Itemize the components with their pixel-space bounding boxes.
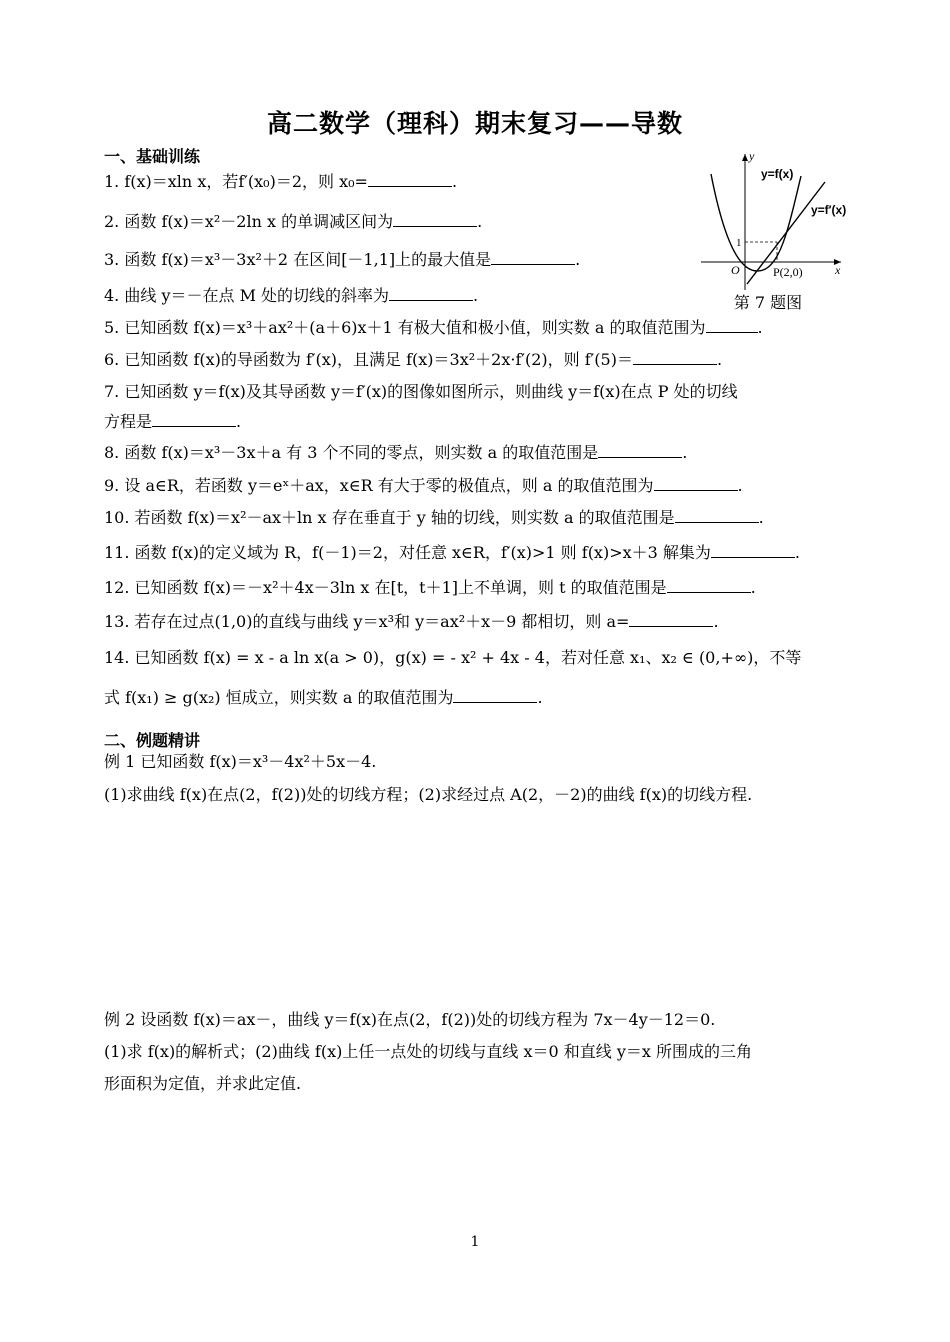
figure-caption: 第 7 题图: [712, 290, 824, 313]
problem-14-line-2: 式 f(x₁) ≥ g(x₂) 恒成立，则实数 a 的取值范围为 .: [104, 688, 543, 707]
section-worked-examples: 二、例题精讲: [104, 731, 201, 750]
curve-f-label: y=f(x): [761, 167, 794, 181]
problem-8: 8. 函数 f(x)＝x³－3x＋a 有 3 个不同的零点，则实数 a 的取值范围是 .: [104, 443, 688, 462]
example-1-questions: (1)求曲线 f(x)在点(2，f(2))处的切线方程；(2)求经过点 A(2，－2)的曲线 f(x)的切线方程.: [104, 785, 753, 804]
origin-label: O: [731, 263, 740, 277]
example-2-questions-line-1: (1)求 f(x)的解析式；(2)曲线 f(x)上任一点处的切线与直线 x＝0 和直线 y＝x 所围成的三角: [104, 1042, 752, 1061]
problem-13: 13. 若存在过点(1,0)的直线与曲线 y＝x³和 y＝ax²＋x－9 都相切，则 a= .: [104, 612, 719, 631]
problem-12: 12. 已知函数 f(x)＝－x²＋4x－3ln x 在[t，t＋1]上不单调，则 t 的取值范围是 .: [104, 578, 756, 597]
answer-blank: [368, 172, 452, 187]
example-1-statement: 例 1 已知函数 f(x)＝x³－4x²＋5x－4.: [104, 752, 377, 771]
problem-7-line-1: 7. 已知函数 y＝f(x)及其导函数 y＝f′(x)的图像如图所示，则曲线 y＝f(x)在点 P 处的切线: [104, 382, 738, 401]
line-f-prime-label: y=f′(x): [811, 203, 847, 217]
problem-1: 1. f(x)＝xln x，若f′(x₀)＝2，则 x₀= .: [104, 172, 458, 191]
problem-10: 10. 若函数 f(x)＝x²－ax＋ln x 存在垂直于 y 轴的切线，则实数 a 的取值范围是 .: [104, 508, 764, 527]
answer-blank: [152, 412, 236, 427]
answer-blank: [389, 286, 473, 301]
y-axis-label: y: [749, 149, 755, 163]
y-axis-arrow: [742, 154, 748, 161]
answer-blank: [598, 443, 682, 458]
curve-f: [711, 174, 801, 271]
x-axis-label: x: [835, 263, 841, 277]
answer-blank: [675, 508, 759, 523]
problem-2: 2. 函数 f(x)＝x²－2ln x 的单调减区间为 .: [104, 212, 483, 231]
answer-blank: [706, 318, 758, 333]
problem-3: 3. 函数 f(x)＝x³－3x²＋2 在区间[－1,1]上的最大值是 .: [104, 250, 581, 269]
answer-blank: [629, 612, 713, 627]
answer-blank: [654, 476, 738, 491]
problem-7-line-2: 方程是 .: [104, 412, 242, 431]
answer-blank: [711, 543, 795, 558]
problem-9: 9. 设 a∈R，若函数 y＝eˣ＋ax，x∈R 有大于零的极值点，则 a 的取值范围为 .: [104, 476, 743, 495]
problem-4: 4. 曲线 y＝－在点 M 处的切线的斜率为 .: [104, 286, 479, 305]
example-2-statement: 例 2 设函数 f(x)＝ax－，曲线 y＝f(x)在点(2，f(2))处的切线方程为 7x－4y－12＝0.: [104, 1010, 716, 1029]
problem-6: 6. 已知函数 f(x)的导函数为 f′(x)，且满足 f(x)＝3x²＋2x·f′(2)，则 f′(5)＝ .: [104, 350, 723, 369]
answer-blank: [633, 350, 717, 365]
problem-5: 5. 已知函数 f(x)＝x³＋ax²＋(a＋6)x＋1 有极大值和极小值，则实数 a 的取值范围为 .: [104, 318, 763, 337]
page-title: 高二数学（理科）期末复习——导数: [266, 109, 683, 138]
section-basic-training: 一、基础训练: [104, 147, 201, 166]
problem-11: 11. 函数 f(x)的定义域为 R，f(－1)＝2，对任意 x∈R，f′(x)>1 则 f(x)>x＋3 解集为 .: [104, 543, 800, 562]
answer-blank: [393, 212, 477, 227]
page-number: 1: [470, 1234, 480, 1250]
point-p-label: P(2,0): [773, 265, 803, 279]
answer-blank: [667, 578, 751, 593]
answer-blank: [491, 250, 575, 265]
tick-label-one: 1: [736, 237, 742, 249]
example-2-questions-line-2: 形面积为定值，并求此定值.: [104, 1074, 302, 1093]
answer-blank: [453, 688, 537, 703]
problem-14-line-1: 14. 已知函数 f(x) = x - a ln x(a > 0)，g(x) = - x² + 4x - 4，若对任意 x₁、x₂ ∈ (0,+∞)，不等: [104, 648, 802, 667]
